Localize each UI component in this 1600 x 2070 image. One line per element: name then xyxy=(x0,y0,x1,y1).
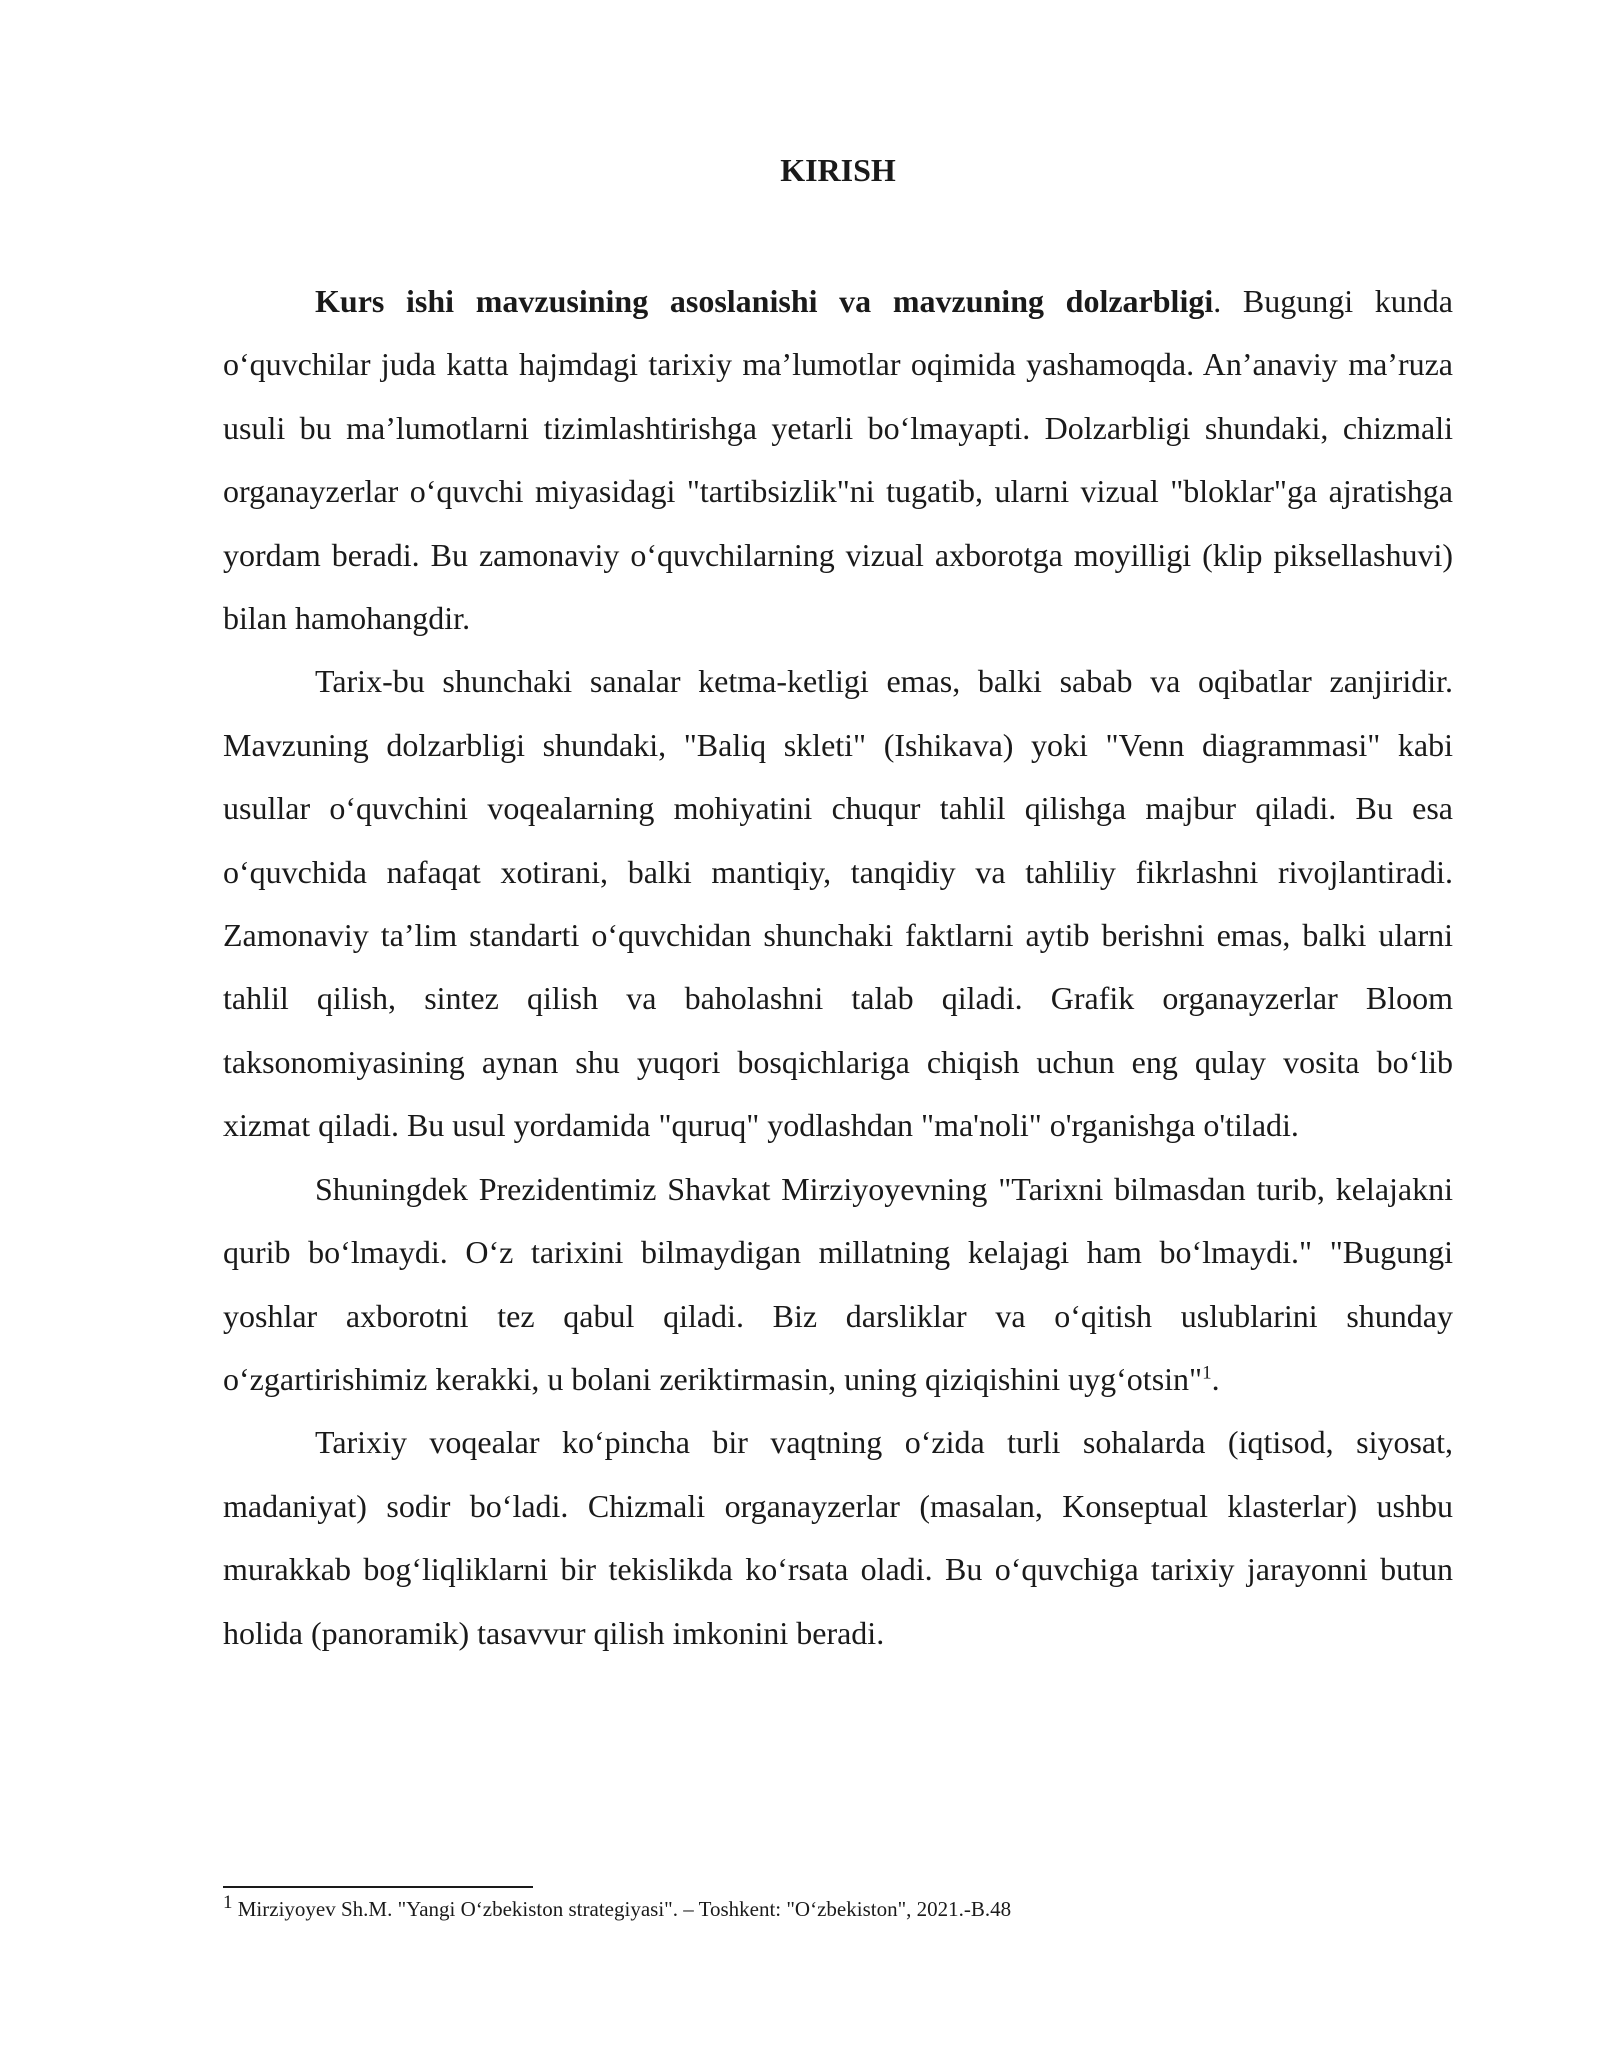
paragraph-text: . Bugungi kunda o‘quvchilar juda katta hajmdagi tarixiy ma’lumotlar oqimida yashamoqda. An’anaviy ma’ruza usuli bu ma’lumotlarni tizimlashtirishga yetarli bo‘lmayapti. Dolzarbligi shundaki, chizmali organayzerlar o‘quvchi miyasidagi "tartibsizlik"ni tugatib, ularni vizual "bloklar"ga ajratishga yordam beradi. Bu zamonaviy o‘quvchilarning vizual axborotga moyilligi (klip piksellashuvi) bilan hamohangdir. xyxy=(223,283,1453,637)
paragraph-text: Tarixiy voqealar ko‘pincha bir vaqtning o‘zida turli sohalarda (iqtisod, siyosat, madaniyat) sodir bo‘ladi. Chizmali organayzerlar (masalan, Konseptual klasterlar) ushbu murakkab bog‘liqliklarni bir tekislikda ko‘rsata oladi. Bu o‘quvchiga tarixiy jarayonni butun holida (panoramik) tasavvur qilish imkonini beradi. xyxy=(223,1424,1453,1651)
footnote-separator xyxy=(223,1886,533,1888)
body-text xyxy=(223,270,1453,1665)
paragraph-organizers xyxy=(223,1411,1453,1665)
paragraph-text: Shuningdek Prezidentimiz Shavkat Mirziyoyevning "Tarixni bilmasdan turib, kelajakni qurib bo‘lmaydi. O‘z tarixini bilmaydigan millatning kelajagi ham bo‘lmaydi." "Bugungi yoshlar axborotni tez qabul qiladi. Biz darsliklar va o‘qitish uslublarini shunday o‘zgartirishimiz kerakki, u bolani zeriktirmasin, uning qiziqishini uyg‘otsin" xyxy=(223,1170,1453,1397)
footnote-reference[interactable]: 1 xyxy=(1202,1362,1212,1384)
paragraph-history-chain xyxy=(223,650,1453,1157)
page-title: KIRISH xyxy=(780,152,896,188)
paragraph-text: Tarix-bu shunchaki sanalar ketma-ketligi emas, balki sabab va oqibatlar zanjiridir. Mavzuning dolzarbligi shundaki, "Baliq skleti" (Ishikava) yoki "Venn diagrammasi" kabi usullar o‘quvchini voqealarning mohiyatini chuqur tahlil qilishga majbur qiladi. Bu esa o‘quvchida nafaqat xotirani, balki mantiqiy, tanqidiy va tahliliy fikrlashni rivojlantiradi. Zamonaviy ta’lim standarti o‘quvchidan shunchaki faktlarni aytib berishni emas, balki ularni tahlil qilish, sintez qilish va baholashni talab qiladi. Grafik organayzerlar Bloom taksonomiyasining aynan shu yuqori bosqichlariga chiqish uchun eng qulay vosita bo‘lib xizmat qiladi. Bu usul yordamida "quruq" yodlashdan "ma'noli" o'rganishga o'tiladi. xyxy=(223,663,1453,1144)
footnote-text: Mirziyoyev Sh.M. "Yangi O‘zbekiston strategiyasi". – Toshkent: "O‘zbekiston", 2021.-B.48 xyxy=(232,1897,1012,1921)
document-page xyxy=(223,0,1453,2070)
paragraph-president-quote xyxy=(223,1158,1453,1412)
footnote xyxy=(223,1894,1453,1924)
footnote-marker: 1 xyxy=(223,1892,233,1913)
paragraph-tail: . xyxy=(1211,1360,1220,1397)
paragraph-lead-heading: Kurs ishi mavzusining asoslanishi va mavzuning dolzarbligi xyxy=(315,283,1214,319)
paragraph-relevance xyxy=(223,270,1453,650)
